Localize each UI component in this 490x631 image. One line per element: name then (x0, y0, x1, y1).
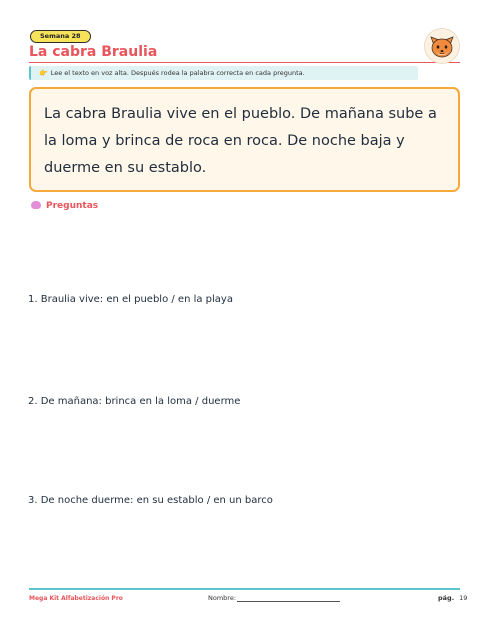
page-number-value: 19 (459, 594, 468, 602)
question-item: 3. De noche duerme: en su establo / en un barco (28, 495, 273, 506)
pointing-hand-icon: 👉 (39, 69, 48, 77)
name-write-line[interactable] (237, 601, 340, 602)
footer-brand: Mega Kit Alfabetización Pro (29, 595, 123, 602)
title-divider (29, 62, 460, 63)
page-title: La cabra Braulia (29, 44, 158, 60)
instruction-text: Lee el texto en voz alta. Después rodea la palabra correcta en cada pregunta. (50, 69, 305, 77)
questions-heading (31, 201, 98, 211)
week-badge: Semana 28 (30, 30, 91, 43)
reading-passage: La cabra Braulia vive en el pueblo. De mañana sube a la loma y brinca de roca en roca. De noche baja y duerme en su establo. (29, 87, 460, 192)
fox-face-icon (424, 28, 460, 64)
question-item: 2. De mañana: brinca en la loma / duerme (28, 396, 241, 407)
question-item: 1. Braulia vive: en el pueblo / en la playa (28, 294, 233, 305)
page-label: pág. (438, 594, 455, 602)
brain-icon (31, 201, 41, 209)
page-number (438, 594, 467, 602)
name-label: Nombre: (208, 594, 237, 602)
footer-divider (29, 588, 460, 590)
questions-heading-label: Preguntas (46, 201, 99, 211)
instruction-bar (29, 66, 418, 80)
